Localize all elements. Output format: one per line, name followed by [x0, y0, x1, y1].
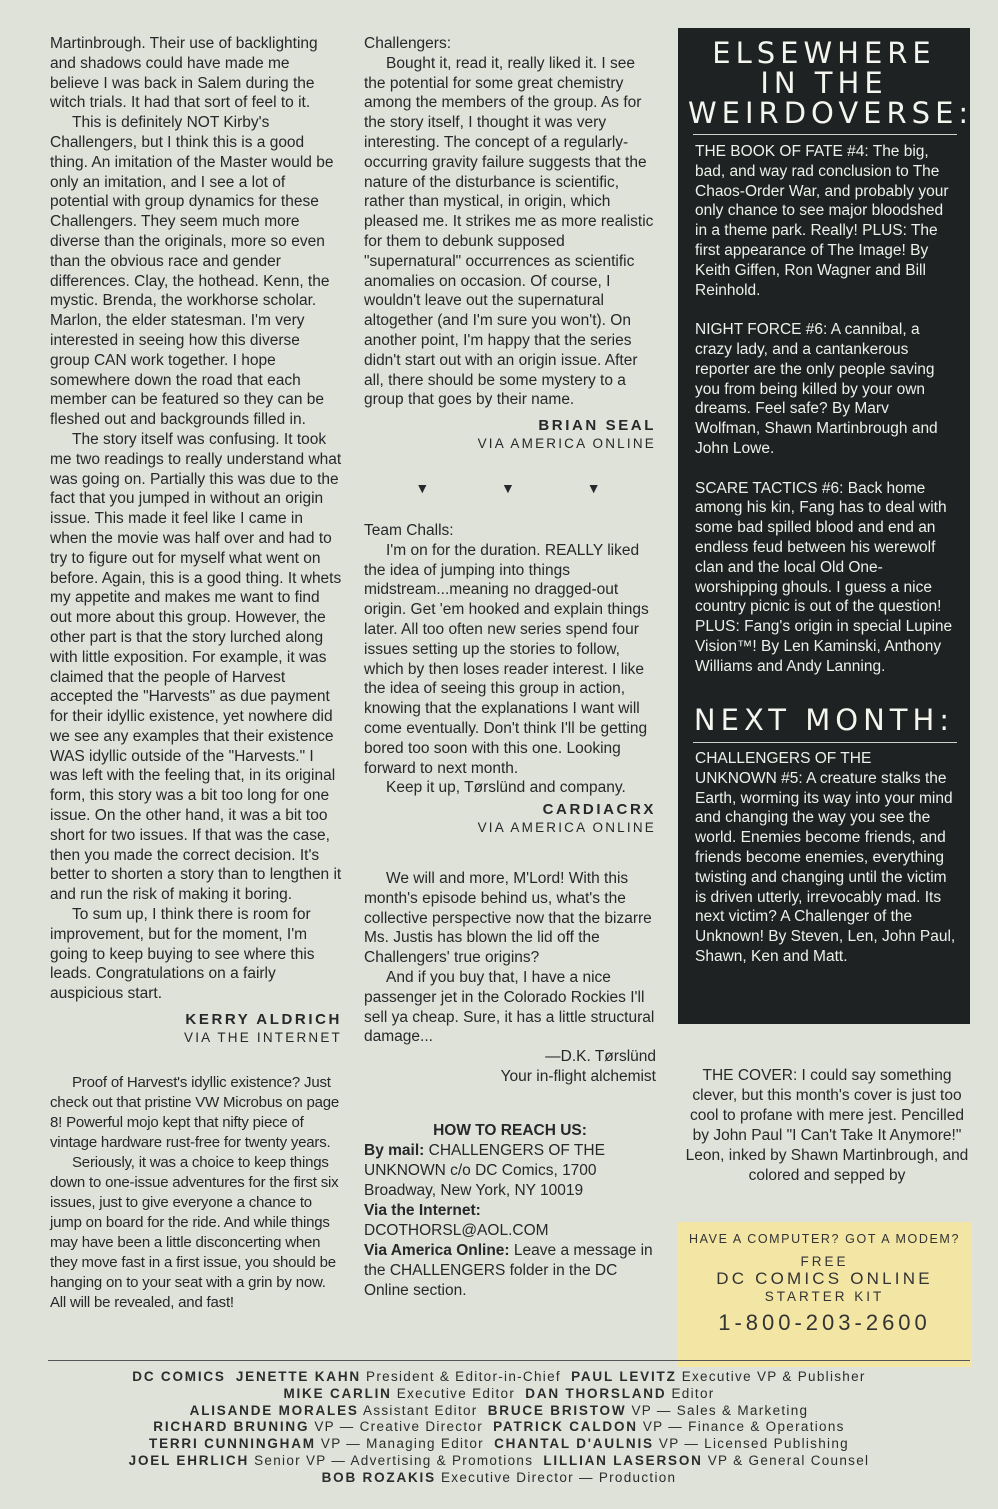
credit-title: VP & General Counsel — [707, 1452, 870, 1468]
credit-name: LILLIAN LASERSON — [543, 1452, 703, 1468]
letter3-author: CARDIACRX — [542, 801, 656, 819]
credits-line — [30, 1403, 968, 1420]
elsewhere-item: SCARE TACTICS #6: Back home among his kin, Fang has to deal with some bad spilled blood and end an endless feud between his werewolf clan and the local Old One-worshipping ghouls. I guess a nice country picnic is out of the question! PLUS: Fang's origin in special Lupine Vision™! By Len Kaminski, Anthony Williams and Andy Lanning. — [695, 479, 953, 675]
credits-line — [30, 1470, 968, 1487]
letter2-author: BRIAN SEAL — [538, 417, 656, 435]
letter1-paragraph: This is definitely NOT Kirby's Challengers, but I think this is a good thing. An imitation of the Master would be only an imitation, and I see a lot of potential with group dynamics for these Challengers. They seem much more diverse than the originals, more so even than the obvious race and gender differences. Clay, the hothead. Kenn, the mystic. Brenda, the workhorse scholar. Marlon, the elder statesman. I'm very interested in seeing how this diverse group CAN work together. I hope somewhere down the road that each member can be featured so they can be fleshed out and backgrounds filled in. — [50, 114, 334, 429]
how-to-reach-us-title: HOW TO REACH US: — [433, 1122, 587, 1140]
elsewhere-item: THE BOOK OF FATE #4: The big, bad, and way rad conclusion to The Chaos-Order War, and probably your only chance to see major bloodshed in a theme park. Really! PLUS: The first appearance of The Image! By Keith Giffen, Ron Wagner and Bill Reinhold. — [695, 143, 949, 299]
company-name: DC COMICS — [132, 1369, 226, 1384]
credit-name: BRUCE BRISTOW — [487, 1402, 627, 1418]
contact-aol-label: Via America Online: — [364, 1242, 510, 1260]
credits-line — [30, 1386, 968, 1403]
letter3-salutation: Team Challs: — [364, 521, 454, 539]
reply2-signature-title: Your in-flight alchemist — [500, 1068, 656, 1086]
letter1-paragraph: Martinbrough. Their use of backlighting and shadows could have made me believe I was back in Salem during the witch trials. It had that sort of feel to it. — [50, 35, 318, 112]
credit-name: ALISANDE MORALES — [189, 1402, 359, 1418]
credits-line — [30, 1369, 968, 1386]
credit-title: Assistant Editor — [363, 1402, 478, 1418]
credit-name: CHANTAL D'AULNIS — [494, 1436, 654, 1452]
credit-title: President & Editor-in-Chief — [366, 1369, 561, 1384]
credit-title: VP — Sales & Marketing — [631, 1402, 809, 1418]
credit-title: VP — Licensed Publishing — [658, 1436, 849, 1452]
letter1-paragraph: To sum up, I think there is room for improvement, but for the moment, I'm going to keep buying to see where this leads. Congratulations on a fairly auspicious start. — [50, 906, 315, 1003]
letters-column-1 — [50, 34, 342, 1313]
credits-line — [30, 1453, 968, 1470]
letter1-via: VIA THE INTERNET — [184, 1030, 342, 1046]
reply2-signature — [364, 1047, 656, 1087]
reply-paragraph: Proof of Harvest's idyllic existence? Just check out that pristine VW Microbus on page 8! Powerful mojo kept that nifty piece of vintage hardware rust-free for twenty years. — [50, 1074, 340, 1152]
promo-kit: STARTER KIT — [764, 1289, 885, 1304]
footer-divider — [48, 1360, 970, 1361]
credit-name: TERRI CUNNINGHAM — [149, 1436, 316, 1452]
promo-free: FREE — [800, 1254, 849, 1269]
reply2-signature-name: —D.K. Tørslünd — [545, 1048, 656, 1066]
credit-title: Executive VP & Publisher — [681, 1369, 866, 1384]
promo-phone: 1-800-203-2600 — [718, 1310, 931, 1335]
heading-divider — [693, 742, 957, 743]
elsewhere-item: NIGHT FORCE #6: A cannibal, a crazy lady, and a cantankerous reporter are the only people saving you from being killed by your own dreams. Feel safe? By Marv Wolfman, Shawn Martinbrough and John Lowe. — [695, 321, 938, 457]
credits-line — [30, 1436, 968, 1453]
contact-aol — [364, 1241, 656, 1301]
credit-name: DAN THORSLAND — [525, 1385, 667, 1401]
letter3-paragraph: I'm on for the duration. REALLY liked the idea of jumping into things midstream...meaning no dragged-out origin. Get 'em hooked and explain things later. All too often new series spend four issues setting up the stories to follow, which by then loses reader interest. I like the idea of seeing this group in action, knowing that the explanations I want will come eventually. Don't think I'll be getting bored too soon with this one. Looking forward to next month. — [364, 541, 649, 777]
contact-mail-text: CHALLENGERS OF THE UNKNOWN c/o DC Comics, 1700 Broadway, New York, NY 10019 — [364, 1142, 605, 1200]
credit-name: BOB ROZAKIS — [321, 1469, 436, 1485]
credits-line — [30, 1419, 968, 1436]
how-to-reach-us — [364, 1121, 656, 1301]
letters-column-2 — [364, 34, 656, 1301]
letter3-paragraph: Keep it up, Tørslünd and company. — [386, 779, 626, 797]
credit-name: PAUL LEVITZ — [571, 1369, 677, 1384]
cover-note: THE COVER: I could say something clever, but this month's cover is just too cool to profane with mere jest. Pencilled by John Paul "I Can't Take It Anymore!" Leon, inked by Shawn Martinbrough, and colored and sepped by — [685, 1067, 969, 1184]
staff-credits — [30, 1369, 968, 1487]
contact-mail — [364, 1141, 656, 1201]
elsewhere-list — [695, 142, 957, 696]
credit-title: VP — Managing Editor — [320, 1436, 484, 1452]
contact-internet — [364, 1201, 656, 1241]
next-month-text: CHALLENGERS OF THE UNKNOWN #5: A creature stalks the Earth, worming its way into your mind and changing the way you see the world. Enemies become friends, and friends become enemies, everything twisting and changing until the victim is driven utterly, irrevocably mad. Its next victim? A Challenger of the Unknown! By Steven, Len, John Paul, Shawn, Ken and Matt. — [695, 750, 956, 965]
letter3-signature — [364, 800, 656, 837]
credit-title: Executive Director — Production — [440, 1469, 677, 1485]
editor-reply-1 — [50, 1073, 342, 1313]
credit-name: RICHARD BRUNING — [153, 1419, 310, 1435]
section-divider-triangles: ▼ ▼ ▼ — [415, 480, 635, 497]
contact-aol-text: Leave a message in the CHALLENGERS folder in the DC Online section. — [364, 1242, 653, 1300]
credit-title: VP — Creative Director — [314, 1419, 483, 1435]
letter1-author: KERRY ALDRICH — [185, 1011, 342, 1029]
elsewhere-heading: ELSEWHERE IN THE WEIRDOVERSE: — [688, 36, 974, 130]
credit-title: Editor — [671, 1385, 715, 1401]
contact-internet-label: Via the Internet: — [364, 1202, 481, 1220]
credit-name: MIKE CARLIN — [283, 1385, 392, 1401]
credit-name: JOEL EHRLICH — [128, 1452, 250, 1468]
next-month-heading: NEXT MONTH: — [693, 703, 955, 737]
credit-title: Senior VP — Advertising & Promotions — [254, 1452, 534, 1468]
weirdoverse-box — [678, 28, 974, 1024]
credit-title: Executive Editor — [396, 1385, 516, 1401]
credit-name: JENETTE KAHN — [235, 1369, 361, 1384]
promo-service: DC COMICS ONLINE — [716, 1269, 933, 1288]
letter2-paragraph: Bought it, read it, really liked it. I see the potential for some great chemistry among the members of the group. As for the story itself, I thought it was very interesting. The concept of a regularly-occurring gravity failure suggests that the nature of the disturbance is scientific, rather than mystical, in origin, which pleased me. It strikes me as more realistic for them to debunk supposed "supernatural" occurrences as scientific anomalies on occasion. Of course, I wouldn't leave out the supernatural altogether (and I'm sure you won't). On another point, I'm happy that the series didn't start out with an origin issue. After all, there should be some mystery to a group that goes by their name. — [364, 54, 654, 409]
credit-name: PATRICK CALDON — [493, 1419, 638, 1435]
letter2-signature — [364, 416, 656, 453]
reply2-paragraph: And if you buy that, I have a nice passenger jet in the Colorado Rockies I'll sell ya cheap. Sure, it has a little structural damage... — [364, 969, 655, 1046]
reply2-paragraph: We will and more, M'Lord! With this month's episode behind us, what's the collective perspective now that the bizarre Ms. Justis has blown the lid off the Challengers' true origins? — [364, 870, 652, 967]
credit-title: VP — Finance & Operations — [642, 1419, 845, 1435]
letter2-salutation: Challengers: — [364, 35, 452, 52]
letter2-via: VIA AMERICA ONLINE — [477, 436, 656, 452]
reply-paragraph: Seriously, it was a choice to keep things down to one-issue adventures for the first six issues, just to give everyone a chance to jump on board for the ride. And while things may have been a little disconcerting when they move fast in a first issue, you should be hanging on to your seat with a grin by now. All will be revealed, and fast! — [50, 1154, 339, 1312]
contact-internet-email: DCOTHORSL@AOL.COM — [364, 1222, 549, 1240]
heading-divider — [693, 134, 957, 135]
dc-online-promo — [677, 1222, 972, 1367]
promo-question: HAVE A COMPUTER? GOT A MODEM? — [689, 1232, 960, 1246]
letter1-paragraph: The story itself was confusing. It took me two readings to really understand what was going on. Partially this was due to the fact that you jumped in without an origin issue. This made it feel like I came in when the movie was half over and had to try to figure out for myself what went on before. Again, this is a good thing. It whets my appetite and makes me want to find out more about this group. However, the other part is that the story lurched along with little exposition. For example, it was claimed that the people of Harvest accepted the "Harvests" as due payment for their idyllic existence, yet nowhere did we see any examples that their existence WAS idyllic outside of the "Harvests." I was left with the feeling that, in its original form, this story was a bit too long for one issue. On the other hand, it was a bit too short for two issues. If that was the case, then you made the correct decision. It's better to shorten a story than to lengthen it and run the risk of making it boring. — [50, 430, 342, 904]
letter1-signature — [50, 1010, 342, 1047]
letter3-via: VIA AMERICA ONLINE — [477, 820, 656, 836]
contact-mail-label: By mail: — [364, 1142, 425, 1160]
